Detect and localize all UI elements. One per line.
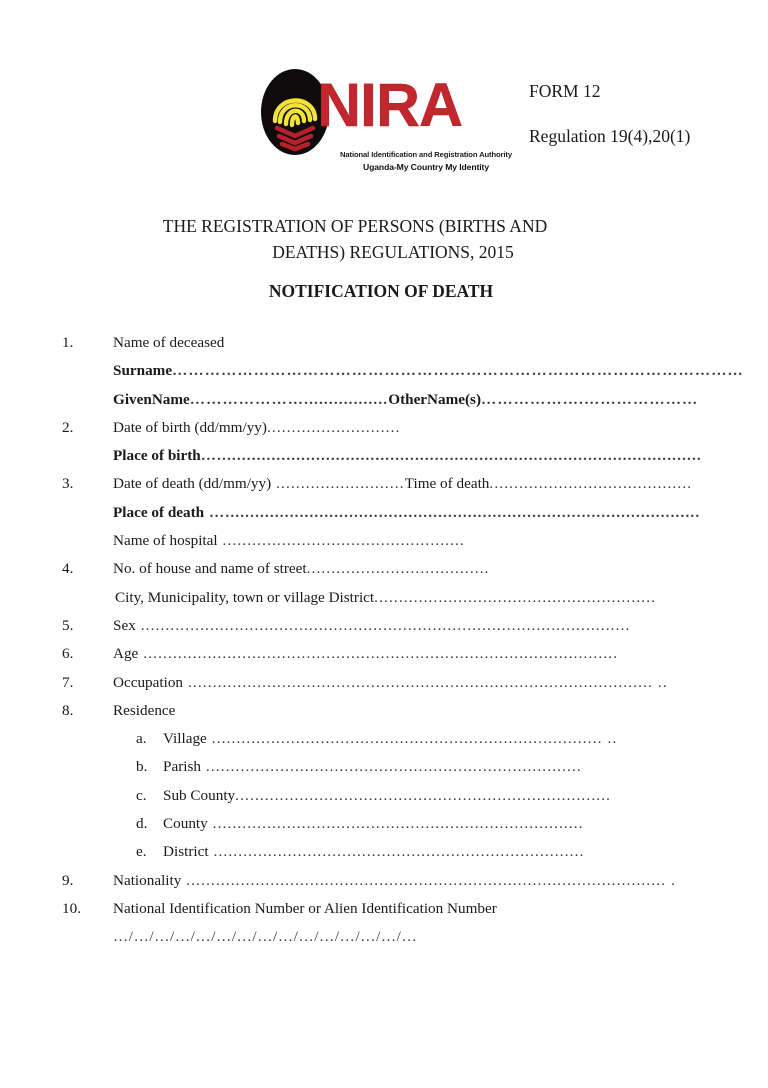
field-label: Village <box>163 730 207 748</box>
regulation-reference: Regulation 19(4),20(1) <box>529 126 691 146</box>
document-header <box>0 62 768 187</box>
form-item-3[interactable] <box>0 475 768 503</box>
field-dotted-line[interactable]: ............................................................................ <box>235 786 612 804</box>
nira-tagline-primary: National Identification and Registration Authority <box>340 150 512 159</box>
field-label: Surname <box>113 362 173 380</box>
field-label: Place of birth <box>113 447 201 465</box>
item-number: 9. <box>62 871 74 889</box>
field-label: Nationality <box>113 871 182 889</box>
field-label-date-of-birth: Date of birth (dd/mm/yy) <box>113 418 267 436</box>
page-title: NOTIFICATION OF DEATH <box>268 281 494 301</box>
field-name-of-hospital[interactable] <box>0 532 768 560</box>
field-dotted-line[interactable]: …................................................................................................ <box>204 503 701 521</box>
field-dotted-line[interactable]: ................................................................................................ <box>138 645 619 663</box>
field-dotted-line[interactable]: ........................................................................... <box>208 843 585 861</box>
field-label: Age <box>113 645 139 663</box>
field-place-of-birth[interactable] <box>0 447 768 475</box>
sub-item-letter: a. <box>136 730 147 748</box>
field-label: Sex <box>113 616 136 634</box>
item-number: 8. <box>62 701 74 719</box>
field-surname[interactable] <box>0 362 768 390</box>
item-label: Name of deceased <box>113 334 225 351</box>
field-dotted-line-date-of-death[interactable]: .......................... <box>271 475 405 493</box>
item-number: 5. <box>62 616 74 634</box>
document-titles <box>0 213 768 302</box>
item-label: National Identification Number or Alien Identification Number <box>113 899 497 917</box>
field-district[interactable] <box>0 843 768 871</box>
nin-digit-slots[interactable]: …/…/…/…/…/…/…/…/…/…/…/…/…/…/… <box>113 928 418 946</box>
field-givenname-othernames[interactable] <box>0 391 768 419</box>
field-dotted-line[interactable]: ….................................................................................................. <box>200 447 702 465</box>
field-dotted-line[interactable]: ......................................................... <box>374 588 657 606</box>
field-identification-number-boxes[interactable] <box>0 928 768 956</box>
form-item-7-occupation[interactable] <box>0 674 768 702</box>
nira-logo <box>255 66 520 184</box>
field-city-municipality-district[interactable] <box>0 589 768 617</box>
field-dotted-line[interactable]: ............................................................................... .. <box>206 730 618 748</box>
field-label: District <box>163 843 209 861</box>
field-dotted-line-othernames[interactable]: ……………….………………… <box>481 390 699 408</box>
field-dotted-line[interactable]: ................................................................................................... <box>135 616 631 634</box>
form-item-9-nationality[interactable] <box>0 872 768 900</box>
field-label: Place of death <box>113 503 205 521</box>
form-item-1 <box>0 334 768 362</box>
field-dotted-line-house-street[interactable]: ..................................... <box>306 560 490 578</box>
field-place-of-death[interactable] <box>0 504 768 532</box>
field-label: Sub County <box>163 786 236 804</box>
form-item-8-residence <box>0 702 768 730</box>
item-number: 2. <box>62 418 74 436</box>
field-dotted-line[interactable]: ................................................................................................. . <box>181 871 677 889</box>
field-dotted-line-time-of-death[interactable]: ......................................... <box>489 475 693 493</box>
form-item-5-sex[interactable] <box>0 617 768 645</box>
field-dotted-line[interactable]: ........................................................................... <box>207 815 584 833</box>
sub-item-letter: c. <box>136 786 147 804</box>
item-number: 1. <box>62 334 74 351</box>
field-county[interactable] <box>0 815 768 843</box>
form-item-6-age[interactable] <box>0 645 768 673</box>
sub-item-letter: e. <box>136 843 147 861</box>
form-number: FORM 12 <box>529 81 601 101</box>
form-meta <box>529 80 690 147</box>
form-item-2[interactable] <box>0 419 768 447</box>
nira-tagline-secondary: Uganda-My Country My Identity <box>362 162 489 172</box>
sub-item-letter: b. <box>136 758 148 776</box>
field-label-house-street: No. of house and name of street <box>113 560 307 578</box>
field-label-time-of-death: Time of death <box>404 475 490 493</box>
nira-wordmark: NIRA <box>317 71 463 139</box>
regulations-title-line-2: DEATHS) REGULATIONS, 2015 <box>272 242 514 262</box>
field-dotted-line[interactable]: .............................................................................................. .. <box>183 673 668 691</box>
field-label: Parish <box>163 758 201 776</box>
field-dotted-line[interactable]: ................................................. <box>217 532 465 550</box>
form-item-10-identification-number <box>0 900 768 928</box>
item-number: 3. <box>62 475 74 493</box>
field-parish[interactable] <box>0 758 768 786</box>
field-sub-county[interactable] <box>0 787 768 815</box>
field-label: Name of hospital <box>113 532 218 550</box>
field-label-othernames: OtherName(s) <box>388 390 482 408</box>
item-number: 10. <box>62 899 81 917</box>
field-label: Occupation <box>113 673 184 691</box>
form-item-4[interactable] <box>0 560 768 588</box>
item-number: 4. <box>62 560 74 578</box>
item-number: 6. <box>62 645 74 663</box>
field-village[interactable] <box>0 730 768 758</box>
field-label-givenname: GivenName <box>113 390 190 408</box>
form-body <box>0 334 768 957</box>
item-number: 7. <box>62 673 74 691</box>
field-label: County <box>163 815 208 833</box>
field-label-date-of-death: Date of death (dd/mm/yy) <box>113 475 272 493</box>
sub-item-letter: d. <box>136 815 148 833</box>
regulations-title-line-1: THE REGISTRATION OF PERSONS (BIRTHS AND <box>162 216 548 236</box>
item-label: Residence <box>113 701 176 719</box>
field-label: City, Municipality, town or village District <box>115 588 375 606</box>
field-dotted-line[interactable]: ............................................................................ <box>200 758 582 776</box>
field-dotted-line-givenname[interactable]: …………………................. <box>189 390 389 408</box>
field-dotted-line[interactable]: …………………………………………………………………………………………… <box>172 362 744 380</box>
field-dotted-line-date-of-birth[interactable]: ........................... <box>266 418 401 436</box>
